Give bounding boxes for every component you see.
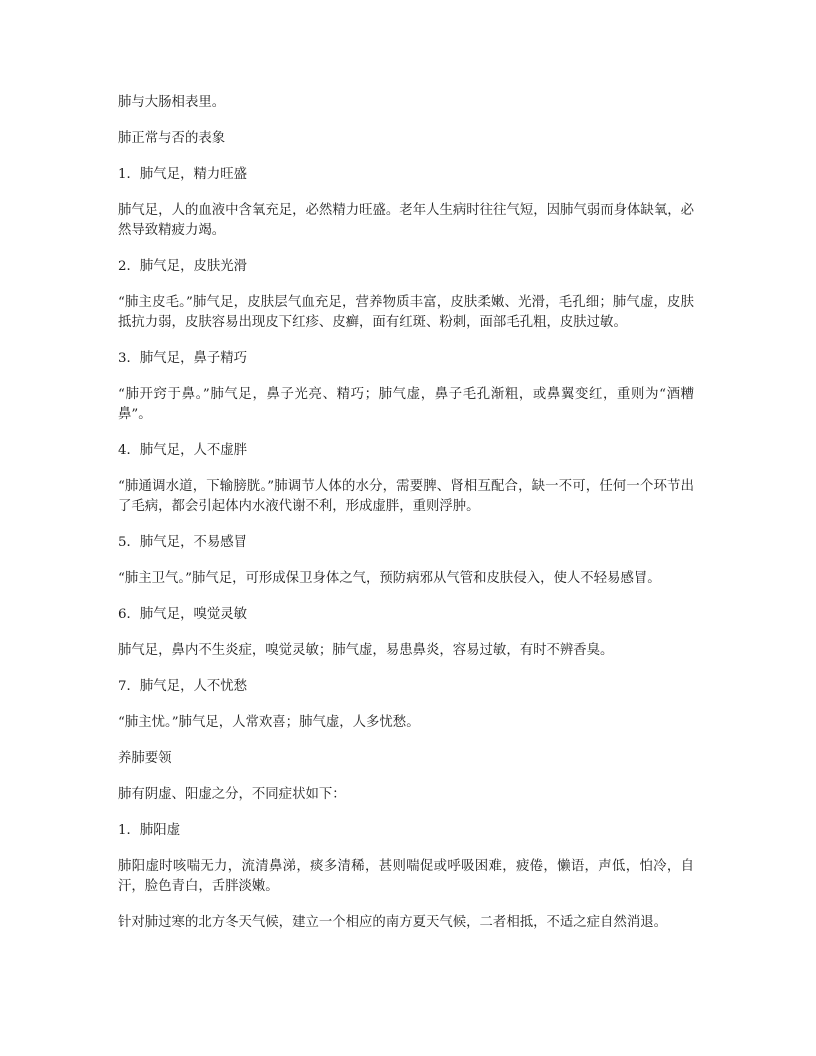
numbered-heading: 2．肺气足，皮肤光滑 [118, 259, 248, 274]
paragraph: 肺气足，鼻内不生炎症，嗅觉灵敏；肺气虚，易患鼻炎，容易过敏，有时不辨香臭。 [118, 643, 614, 658]
section-heading: 肺正常与否的表象 [118, 131, 226, 146]
paragraph: “肺通调水道，下输膀胱。”肺调节人体的水分，需要脾、肾相互配合，缺一不可，任何一个环节出了毛病，都会引起体内水液代谢不利，形成虚胖，重则浮肿。 [118, 479, 694, 514]
numbered-heading: 5．肺气足，不易感冒 [118, 535, 248, 550]
numbered-heading: 1．肺气足，精力旺盛 [118, 167, 248, 182]
paragraph: 肺与大肠相表里。 [118, 95, 226, 110]
numbered-heading: 3．肺气足，鼻子精巧 [118, 351, 248, 366]
numbered-heading: 4．肺气足，人不虚胖 [118, 443, 248, 458]
paragraph: “肺主皮毛。”肺气足，皮肤层气血充足，营养物质丰富，皮肤柔嫩、光滑，毛孔细；肺气虚，皮肤抵抗力弱，皮肤容易出现皮下红疹、皮癣，面有红斑、粉刺，面部毛孔粗，皮肤过敏。 [118, 295, 694, 330]
paragraph: “肺开窍于鼻。”肺气足，鼻子光亮、精巧；肺气虚，鼻子毛孔渐粗，或鼻翼变红，重则为“酒糟鼻”。 [118, 387, 694, 422]
section-heading: 养肺要领 [118, 751, 172, 766]
numbered-heading: 7．肺气足，人不忧愁 [118, 679, 248, 694]
numbered-heading: 6．肺气足，嗅觉灵敏 [118, 607, 248, 622]
document-content [118, 93, 694, 949]
paragraph: 针对肺过寒的北方冬天气候，建立一个相应的南方夏天气候，二者相抵，不适之症自然消退。 [118, 915, 668, 930]
paragraph: “肺主忧。”肺气足，人常欢喜；肺气虚，人多忧愁。 [118, 715, 420, 730]
paragraph: 肺阳虚时咳喘无力，流清鼻涕，痰多清稀，甚则喘促或呼吸困难，疲倦，懒语，声低，怕冷，自汗，脸色青白，舌胖淡嫩。 [118, 859, 694, 894]
paragraph: “肺主卫气。”肺气足，可形成保卫身体之气，预防病邪从气管和皮肤侵入，使人不轻易感冒。 [118, 571, 661, 586]
paragraph: 肺有阴虚、阳虚之分，不同症状如下： [118, 787, 346, 802]
numbered-heading: 1．肺阳虚 [118, 823, 181, 838]
paragraph: 肺气足，人的血液中含氧充足，必然精力旺盛。老年人生病时往往气短，因肺气弱而身体缺氧，必然导致精疲力竭。 [118, 203, 694, 238]
